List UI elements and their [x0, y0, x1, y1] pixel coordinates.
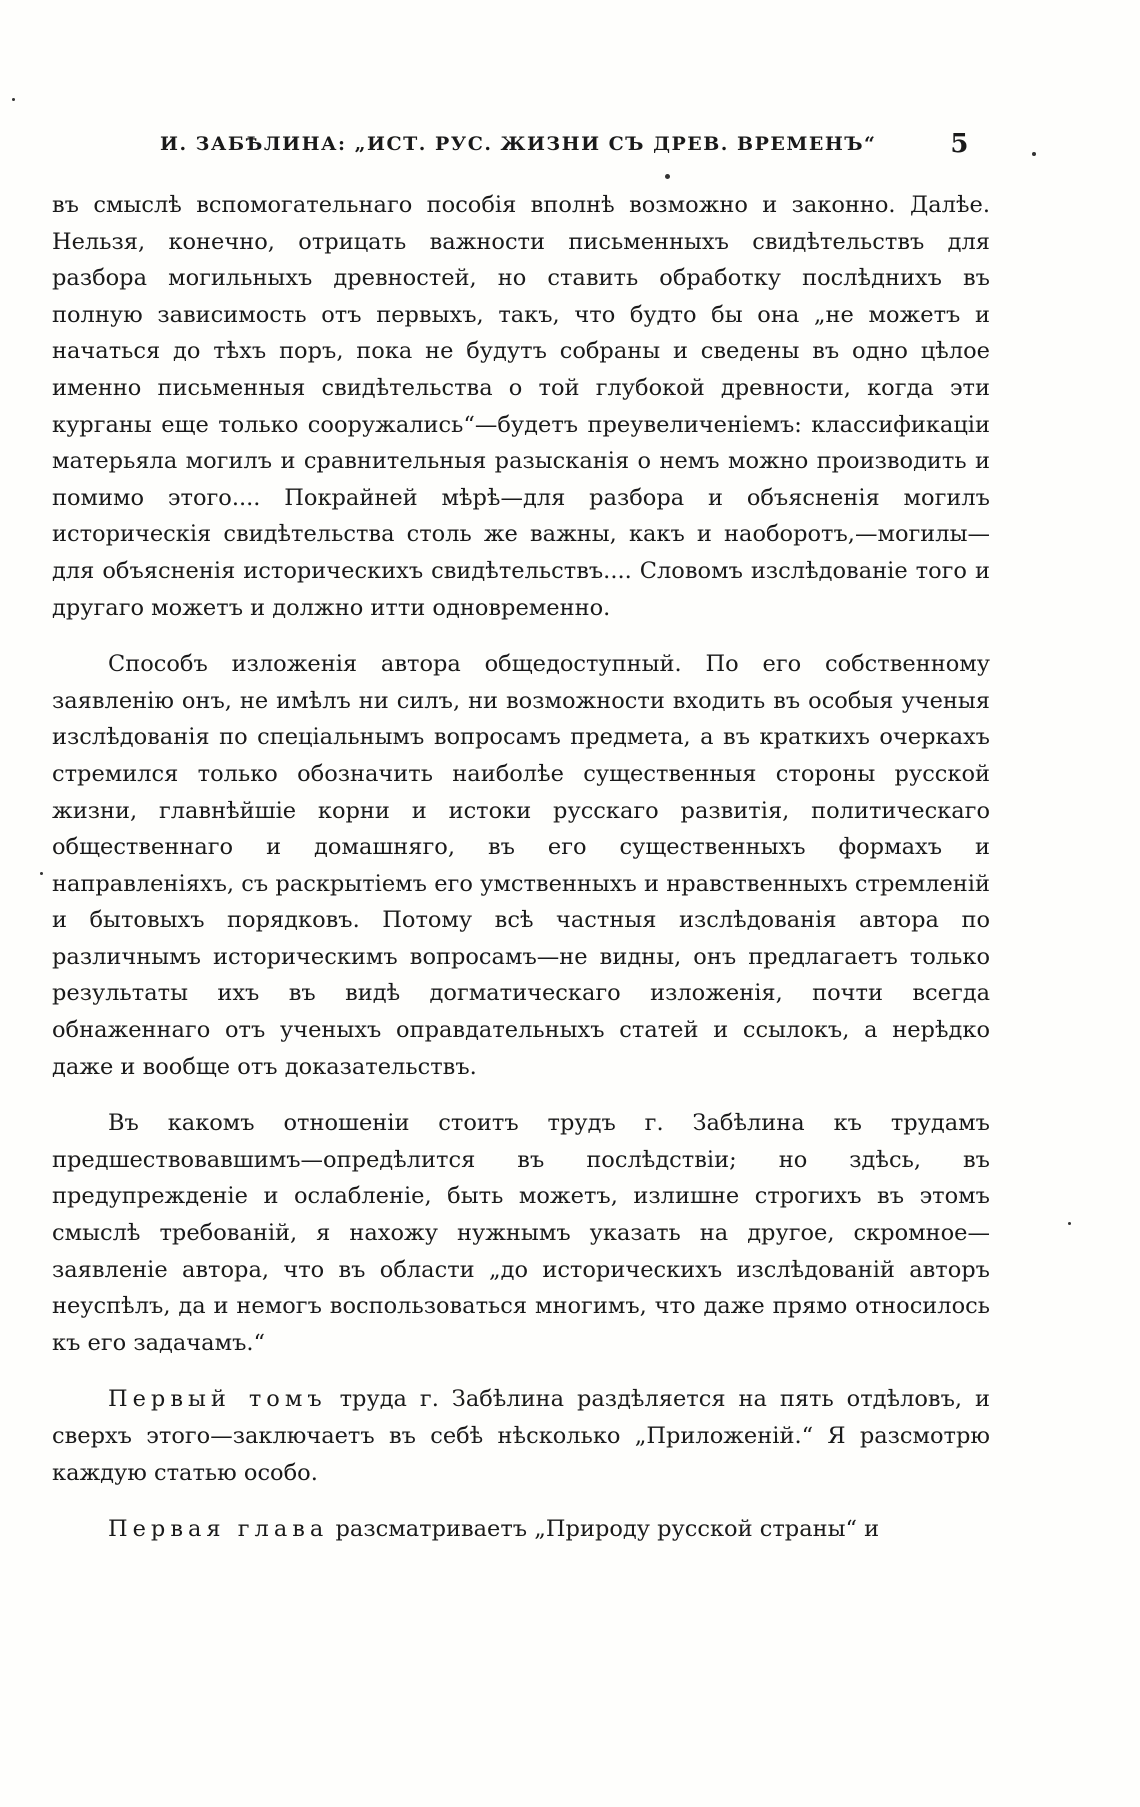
running-header [160, 128, 970, 160]
print-speck [665, 174, 670, 179]
spaced-lead: Первый томъ [108, 1386, 327, 1413]
paragraph-3 [52, 1105, 990, 1361]
paragraph-1 [52, 187, 990, 626]
spaced-lead: Первая глава [108, 1516, 329, 1543]
running-title: И. ЗАБѢЛИНА: „ИСТ. РУС. ЖИЗНИ СЪ ДРЕВ. ВРЕМЕНЪ“ [160, 133, 877, 155]
paragraph-text: разсматриваетъ „Природу русской страны“ и [328, 1516, 880, 1543]
page-number: 5 [950, 129, 970, 159]
body-text [52, 187, 990, 1568]
print-speck [1032, 152, 1036, 156]
paragraph-4 [52, 1381, 990, 1491]
paragraph-text: Способъ изложенія автора общедоступный. По его собственному заявленію онъ, не имѣлъ ни силъ, ни возможности входить въ особыя ученыя изслѣдованія по спеціальнымъ вопросамъ предмета, а въ краткихъ очеркахъ стремился только обозначить наиболѣе существенныя стороны русской жизни, главнѣйшіе корни и истоки русскаго развитія, политическаго общественнаго и домашняго, въ его существенныхъ формахъ и направленіяхъ, съ раскрытіемъ его умственныхъ и нравственныхъ стремленій и бытовыхъ порядковъ. Потому всѣ частныя изслѣдованія автора по различнымъ историческимъ вопросамъ—не видны, онъ предлагаетъ только результаты ихъ въ видѣ догматическаго изложенія, почти всегда обнаженнаго отъ ученыхъ оправдательныхъ статей и ссылокъ, а нерѣдко даже и вообще отъ доказательствъ. [52, 651, 990, 1080]
paragraph-text: въ смыслѣ вспомогательнаго пособія вполнѣ возможно и законно. Далѣе. Нельзя, конечно, отрицать важности письменныхъ свидѣтельствъ для разбора могильныхъ древностей, но ставить обработку послѣднихъ въ полную зависимость отъ первыхъ, такъ, что будто бы она „не можетъ и начаться до тѣхъ поръ, пока не будутъ собраны и сведены въ одно цѣлое именно письменныя свидѣтельства о той глубокой древности, когда эти курганы еще только сооружались“—будетъ преувеличеніемъ: классификаціи матерьяла могилъ и сравнительныя разысканія о немъ можно производить и помимо этого.... Покрайней мѣрѣ—для разбора и объясненія могилъ историческія свидѣтельства столь же важны, какъ и наоборотъ,—могилы—для объясненія историческихъ свидѣтельствъ.... Словомъ изслѣдованіе того и другаго можетъ и должно итти одновременно. [52, 192, 990, 621]
paragraph-5 [52, 1511, 990, 1548]
paragraph-text: Въ какомъ отношеніи стоитъ трудъ г. Забѣлина къ трудамъ предшествовавшимъ—опредѣлится въ послѣдствіи; но здѣсь, въ предупрежденіе и ослабленіе, быть можетъ, излишне строгихъ въ этомъ смыслѣ требованій, я нахожу нужнымъ указать на другое, скромное—заявленіе автора, что въ области „до историческихъ изслѣдованій авторъ неуспѣлъ, да и немогъ воспользоваться многимъ, что даже прямо относилось къ его задачамъ.“ [52, 1110, 990, 1356]
print-speck [40, 872, 43, 875]
print-speck [12, 98, 15, 101]
paragraph-2 [52, 646, 990, 1085]
print-speck [1068, 1222, 1071, 1225]
paragraph-text: труда г. Забѣлина раздѣляется на пять отдѣловъ, и сверхъ этого—заключаетъ въ себѣ нѣсколько „Приложеній.“ Я разсмотрю каждую статью особо. [52, 1386, 990, 1486]
